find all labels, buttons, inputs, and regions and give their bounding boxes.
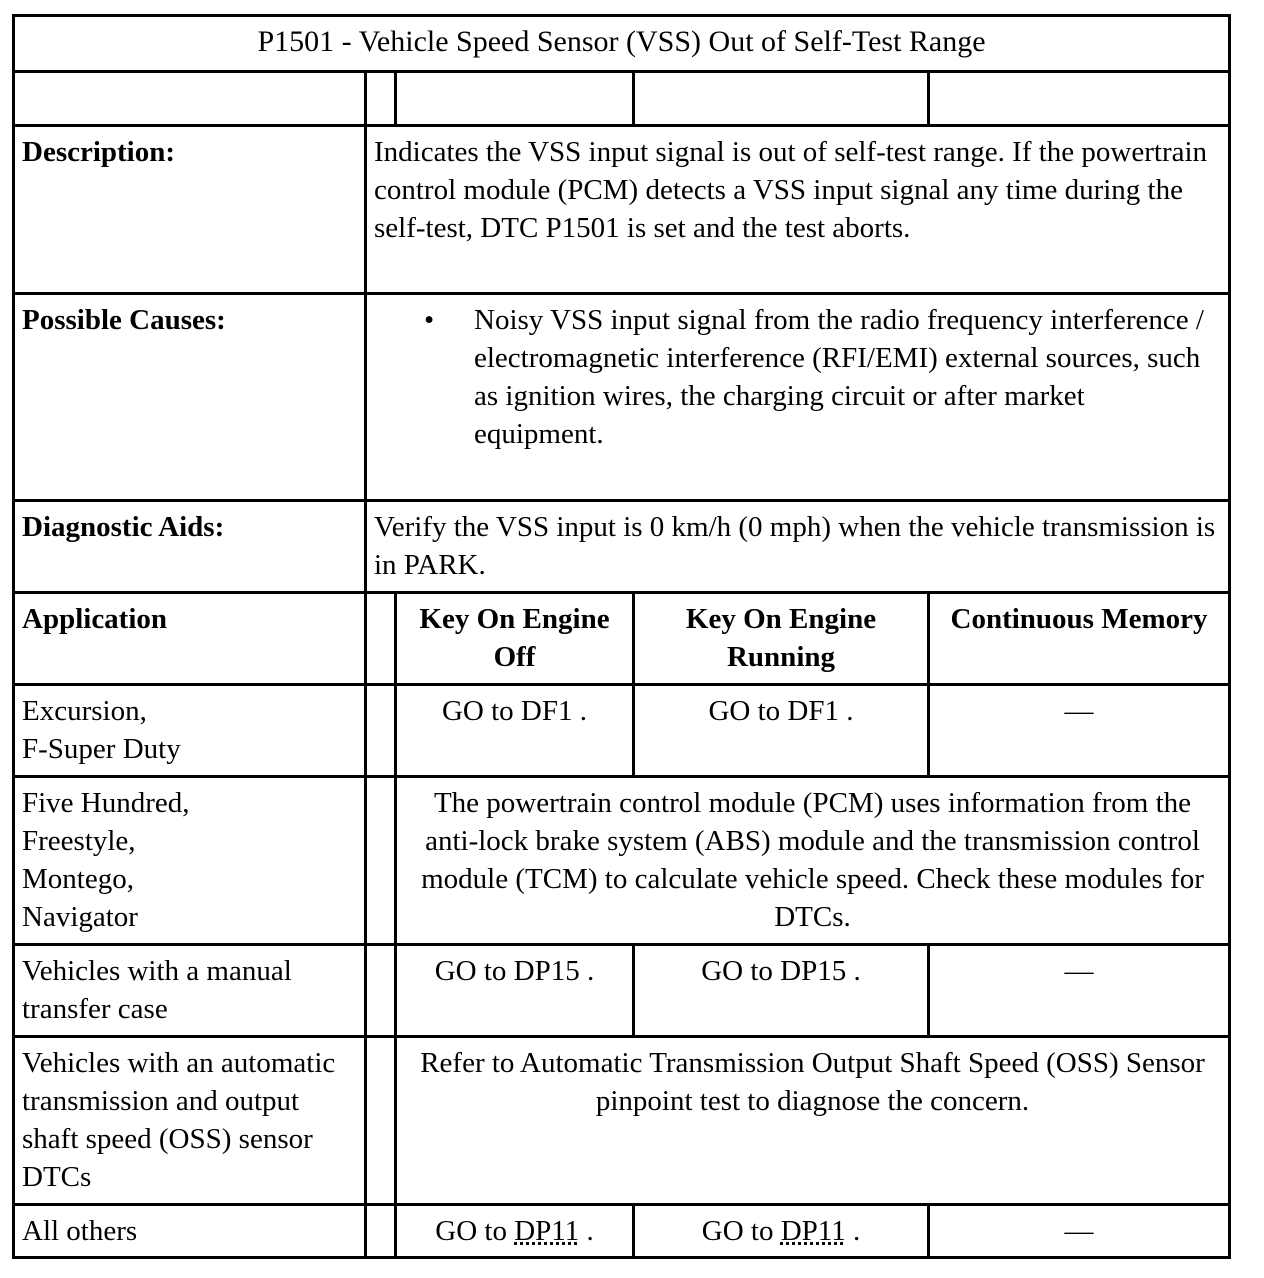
continuous-memory-cell: — — [929, 685, 1230, 777]
gap-cell — [366, 1205, 396, 1258]
header-koeo: Key On Engine Off — [396, 593, 634, 685]
header-koer: Key On Engine Running — [634, 593, 929, 685]
spacer-cell — [634, 72, 929, 126]
table-row — [14, 685, 1230, 777]
gap-cell — [366, 685, 396, 777]
diagnostic-aids-text: Verify the VSS input is 0 km/h (0 mph) when the vehicle transmission is in PARK. — [366, 501, 1230, 593]
table-row — [14, 945, 1230, 1037]
go-to-prefix: GO to — [435, 1215, 515, 1247]
go-to-prefix: GO to — [701, 1215, 781, 1247]
gap-cell — [366, 945, 396, 1037]
application-cell: All others — [14, 1205, 366, 1258]
application-cell: Vehicles with an automatic transmission and output shaft speed (OSS) sensor DTCs — [14, 1037, 366, 1205]
table-row — [14, 777, 1230, 945]
application-cell: Excursion, F-Super Duty — [14, 685, 366, 777]
cause-item: • Noisy VSS input signal from the radio frequency interference / electromagnetic interference (RFI/EMI) external sources, such as ignition wires, the charging circuit or after market equipment. — [474, 301, 1221, 453]
koeo-cell — [396, 1205, 634, 1258]
koer-cell[interactable]: GO to DP15 . — [634, 945, 929, 1037]
dp11-link[interactable]: DP11 — [514, 1215, 580, 1247]
possible-causes-row — [14, 294, 1230, 501]
koeo-cell[interactable]: GO to DF1 . — [396, 685, 634, 777]
cause-list — [374, 301, 1221, 453]
koeo-cell[interactable]: GO to DP15 . — [396, 945, 634, 1037]
go-to-suffix: . — [845, 1215, 861, 1247]
diagnostic-aids-row — [14, 501, 1230, 593]
spacer-cell — [929, 72, 1230, 126]
table-row — [14, 1037, 1230, 1205]
possible-causes-cell — [366, 294, 1230, 501]
go-to-suffix: . — [579, 1215, 594, 1247]
spacer-cell — [396, 72, 634, 126]
gap-cell — [366, 777, 396, 945]
diagnostic-aids-label: Diagnostic Aids: — [14, 501, 366, 593]
spacer-cell — [366, 72, 396, 126]
header-row — [14, 593, 1230, 685]
continuous-memory-cell: — — [929, 945, 1230, 1037]
dp11-link[interactable]: DP11 — [780, 1215, 846, 1247]
koer-cell[interactable]: GO to DF1 . — [634, 685, 929, 777]
application-cell: Five Hundred, Freestyle, Montego, Navigator — [14, 777, 366, 945]
possible-causes-label: Possible Causes: — [14, 294, 366, 501]
header-gap — [366, 593, 396, 685]
spacer-cell — [14, 72, 366, 126]
dtc-table — [12, 14, 1231, 1259]
header-continuous-memory: Continuous Memory — [929, 593, 1230, 685]
gap-cell — [366, 1037, 396, 1205]
koer-cell — [634, 1205, 929, 1258]
description-text: Indicates the VSS input signal is out of self-test range. If the powertrain control module (PCM) detects a VSS input signal any time during the self-test, DTC P1501 is set and the test aborts. — [366, 126, 1230, 294]
spacer-row — [14, 72, 1230, 126]
page-title: P1501 - Vehicle Speed Sensor (VSS) Out of Self-Test Range — [14, 16, 1230, 72]
title-row — [14, 16, 1230, 72]
description-label: Description: — [14, 126, 366, 294]
table-row — [14, 1205, 1230, 1258]
merged-info-cell: The powertrain control module (PCM) uses information from the anti-lock brake system (ABS) module and the transmission control module (TCM) to calculate vehicle speed. Check these modules for DTCs. — [396, 777, 1230, 945]
header-application: Application — [14, 593, 366, 685]
description-row — [14, 126, 1230, 294]
application-cell: Vehicles with a manual transfer case — [14, 945, 366, 1037]
merged-info-cell: Refer to Automatic Transmission Output Shaft Speed (OSS) Sensor pinpoint test to diagnose the concern. — [396, 1037, 1230, 1205]
continuous-memory-cell: — — [929, 1205, 1230, 1258]
